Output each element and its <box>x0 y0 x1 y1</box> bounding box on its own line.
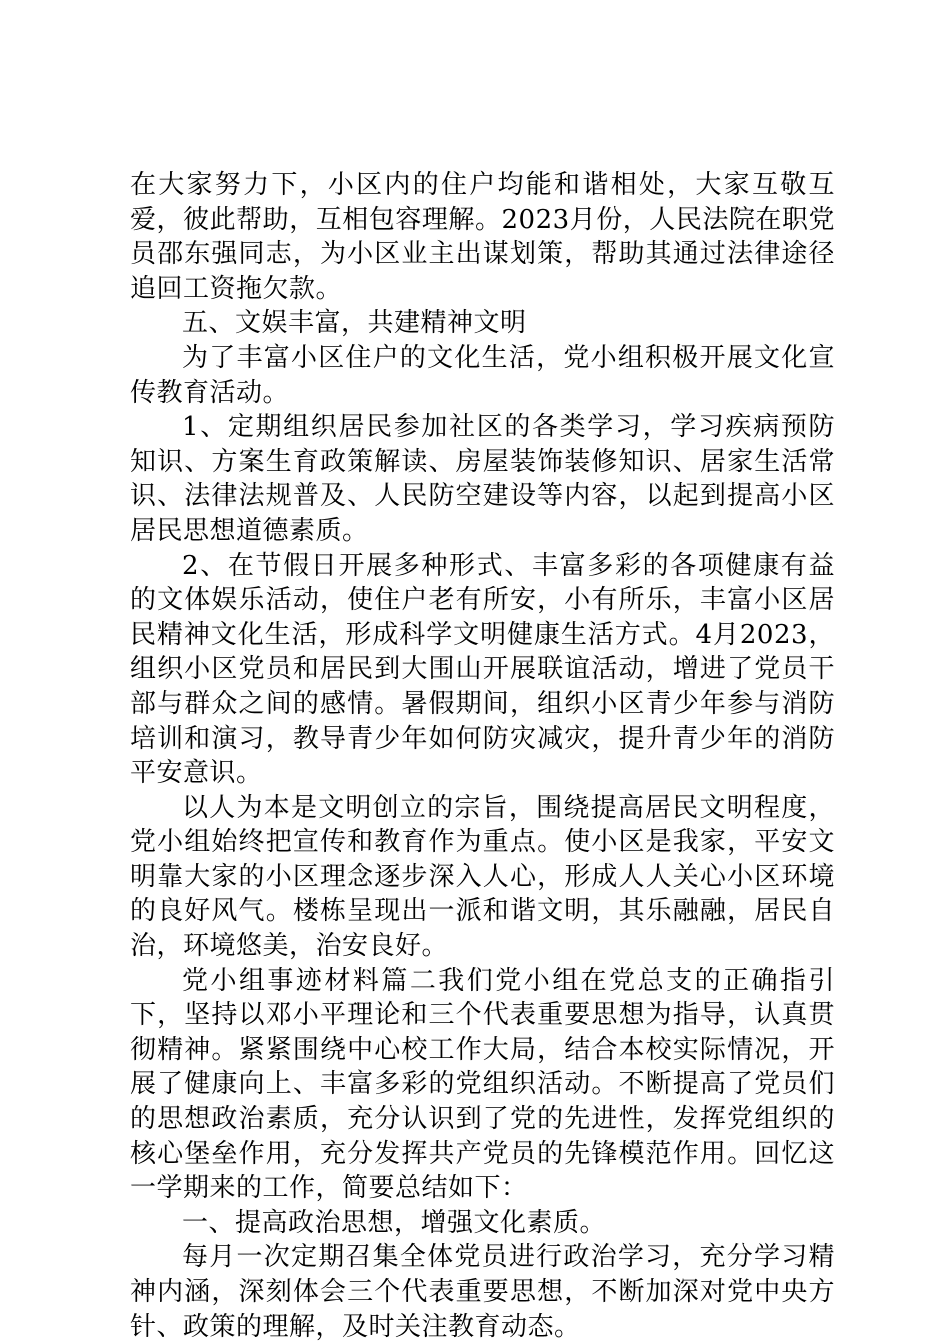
section-heading-1: 一、提高政治思想，增强文化素质。 <box>182 1207 607 1238</box>
paragraph-7: 党小组事迹材料篇二我们党小组在党总支的正确指引下，坚持以邓小平理论和三个代表重要思想为指导，认真贯彻精神。紧紧围绕中心校工作大局，结合本校实际情况，开展了健康向上、丰富多彩的党组织活动。不断提高了党员们的思想政治素质，充分认识到了党的先进性，发挥党组织的核心堡垒作用，充分发挥共产党员的先锋模范作用。回忆这一学期来的工作，简要总结如下： <box>130 965 835 1204</box>
section-heading-5: 五、文娱丰富，共建精神文明 <box>182 308 527 339</box>
paragraph-1: 在大家努力下，小区内的住户均能和谐相处，大家互敬互爱，彼此帮助，互相包容理解。2023月份，人民法院在职党员邵东强同志，为小区业主出谋划策，帮助其通过法律途径追回工资拖欠款。 <box>130 170 835 304</box>
paragraph-3: 为了丰富小区住户的文化生活，党小组积极开展文化宣传教育活动。 <box>130 342 835 408</box>
document-body <box>130 168 835 1344</box>
paragraph-9: 每月一次定期召集全体党员进行政治学习，充分学习精神内涵，深刻体会三个代表重要思想，不断加深对党中央方针、政策的理解，及时关注教育动态。 <box>130 1242 835 1342</box>
paragraph-5: 2、在节假日开展多种形式、丰富多彩的各项健康有益的文体娱乐活动，使住户老有所安，小有所乐，丰富小区居民精神文化生活，形成科学文明健康生活方式。4月2023，组织小区党员和居民到大围山开展联谊活动，增进了党员干部与群众之间的感情。暑假期间，组织小区青少年参与消防培训和演习，教导青少年如何防灾减灾，提升青少年的消防平安意识。 <box>130 550 835 789</box>
paragraph-4: 1、定期组织居民参加社区的各类学习，学习疾病预防知识、方案生育政策解读、房屋装饰装修知识、居家生活常识、法律法规普及、人民防空建设等内容，以起到提高小区居民思想道德素质。 <box>130 412 835 546</box>
paragraph-6: 以人为本是文明创立的宗旨，围绕提高居民文明程度，党小组始终把宣传和教育作为重点。使小区是我家，平安文明靠大家的小区理念逐步深入人心，形成人人关心小区环境的良好风气。楼栋呈现出一派和谐文明，其乐融融，居民自治，环境悠美，治安良好。 <box>130 792 835 962</box>
